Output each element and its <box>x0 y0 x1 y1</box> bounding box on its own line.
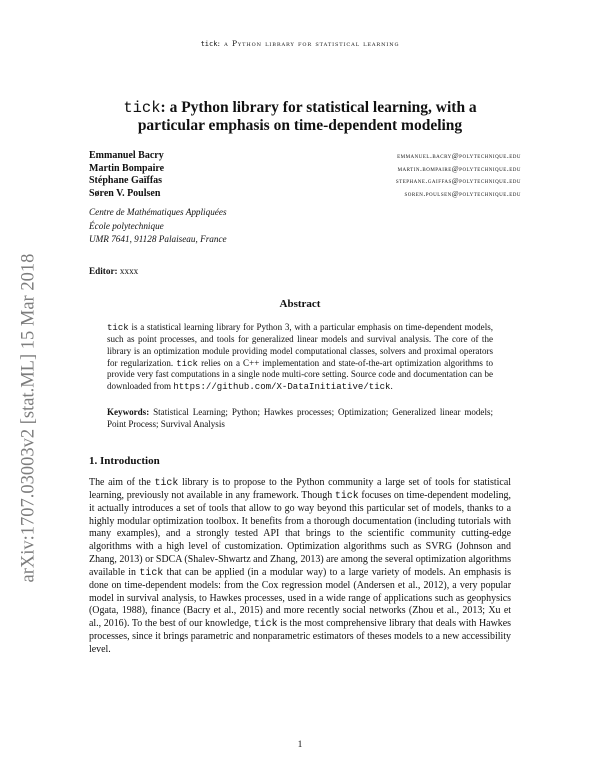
abstract-lib: tick <box>107 322 129 333</box>
title-lib: tick <box>123 99 161 117</box>
intro-part1: The aim of the <box>89 477 155 488</box>
author-name: Søren V. Poulsen <box>89 187 161 199</box>
author-row <box>89 175 521 188</box>
running-head-text: : a Python library for statistical learning <box>217 39 400 48</box>
title-line2: particular emphasis on time-dependent modeling <box>137 117 463 134</box>
editor-line <box>89 266 138 276</box>
intro-part4: that can be applied (in a modular way) to a large variety of models. An emphasis is done on time-dependent models: from the Cox regression model (Andersen et al., 2012), a very popular model in survival analysis, to Hawkes processes, used in a wide range of applications such as geophysics (Ogata, 1988), finance (Bacry et al., 2015) and more recently social networks (Zhou et al., 2013; Xu et al., 2016). To the best of our knowledge, <box>89 566 511 630</box>
section-title: 1. Introduction <box>89 455 160 467</box>
affiliation-line: UMR 7641, 91128 Palaiseau, France <box>89 234 227 245</box>
author-row <box>89 150 521 163</box>
author-email[interactable]: soren.poulsen@polytechnique.edu <box>404 188 521 198</box>
author-name: Martin Bompaire <box>89 162 165 174</box>
page-number: 1 <box>297 740 303 750</box>
author-row <box>89 163 521 176</box>
abstract-url-link[interactable]: https://github.com/X-DataInitiative/tick <box>173 381 391 393</box>
editor-value: xxxx <box>119 266 139 276</box>
author-row <box>89 188 521 201</box>
keywords-label: Keywords: <box>107 407 150 417</box>
running-head <box>0 39 600 48</box>
author-email[interactable]: martin.bompaire@polytechnique.edu <box>397 163 521 173</box>
abstract-part1: is a statistical learning library for Python 3, with a particular emphasis on time-dependent models, such as point processes, and tools for generalized linear models and survival analysis. The core of the library is an optimization module providing model computational classes, solvers and proximal operators for regularization. <box>107 322 493 368</box>
running-head-lib: tick <box>200 40 218 48</box>
title-line1: : a Python library for statistical learning, with a <box>160 99 477 116</box>
abstract-text <box>107 322 493 393</box>
editor-label: Editor: <box>89 266 118 276</box>
intro-lib: tick <box>253 618 278 630</box>
intro-part2: library is to propose to the Python community a large set of tools for statistical learning, previously not available in any framework. Though <box>89 477 511 501</box>
author-email[interactable]: emmanuel.bacry@polytechnique.edu <box>397 151 521 160</box>
author-email[interactable]: stephane.gaiffas@polytechnique.edu <box>395 176 521 185</box>
author-name: Stéphane Gaïffas <box>89 175 163 186</box>
affiliation-line: Centre de Mathématiques Appliquées <box>89 207 227 217</box>
intro-lib: tick <box>139 566 164 578</box>
abstract-title: Abstract <box>279 298 321 310</box>
intro-part5: is the most comprehensive library that deals with Hawkes processes, since it brings parametric and nonparametric estimators of theses models to a new accessibility level. <box>89 618 511 655</box>
keywords <box>107 407 493 431</box>
affiliation-line: École polytechnique <box>89 220 164 231</box>
abstract-part2: relies on a C++ implementation and state-of-the-art optimization algorithms to provide very fast computations in a single node multi-core setting. Source code and documentation can be downloaded from <box>107 357 493 392</box>
paper-title <box>80 99 520 135</box>
keywords-text: Statistical Learning; Python; Hawkes processes; Optimization; Generalized linear models; Point Process; Survival Analysis <box>107 407 493 429</box>
abstract-end: . <box>390 381 393 392</box>
arxiv-identifier: arXiv:1707.03003v2 [stat.ML] 15 Mar 2018 <box>18 253 39 583</box>
intro-part3: focuses on time-dependent modeling, it actually introduces a set of tools that allow to go way beyond this particular set of models, thanks to a highly modular optimization toolbox. It benefits from a thorough documentation (including tutorials with many examples), and a strongly tested API that brings to the scientific community cutting-edge algorithms with a high level of customization. Optimization algorithms such as SVRG (Johnson and Zhang, 2013) or SDCA (Shalev-Shwartz and Zhang, 2013) are among the several optimization algorithms available in <box>89 489 511 578</box>
intro-lib: tick <box>334 489 359 501</box>
affiliation <box>89 206 227 247</box>
intro-lib: tick <box>154 477 179 488</box>
introduction-paragraph <box>89 477 511 657</box>
abstract-lib: tick <box>176 357 198 369</box>
author-list <box>89 150 521 200</box>
author-name: Emmanuel Bacry <box>89 150 164 161</box>
